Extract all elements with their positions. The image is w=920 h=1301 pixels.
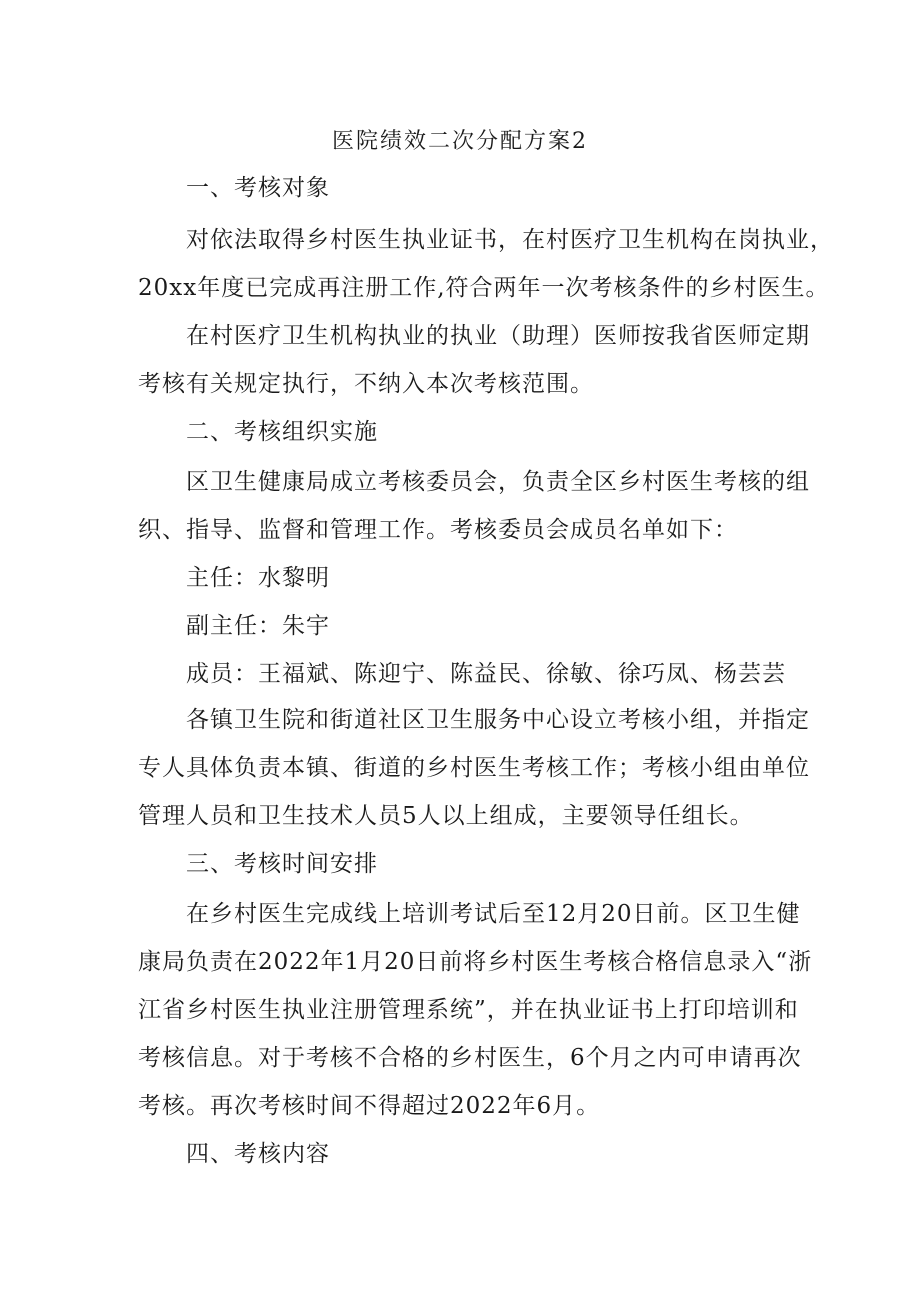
paragraph-line: 对依法取得乡村医生执业证书，在村医疗卫生机构在岗执业，: [186, 227, 834, 253]
paragraph-line: 20xx年度已完成再注册工作,符合两年一次考核条件的乡村医生。: [138, 275, 830, 301]
section-heading-3: 三、考核时间安排: [186, 851, 378, 877]
deputy-director-line: 副主任：朱宇: [186, 613, 330, 639]
members-line: 成员：王福斌、陈迎宁、陈益民、徐敏、徐巧凤、杨芸芸: [186, 661, 786, 687]
paragraph-line: 各镇卫生院和街道社区卫生服务中心设立考核小组，并指定: [186, 707, 810, 733]
paragraph-line: 织、指导、监督和管理工作。考核委员会成员名单如下：: [138, 517, 738, 543]
paragraph-line: 考核有关规定执行，不纳入本次考核范围。: [138, 371, 594, 397]
paragraph-line: 江省乡村医生执业注册管理系统”，并在执业证书上打印培训和: [138, 997, 799, 1023]
section-heading-4: 四、考核内容: [186, 1141, 330, 1167]
document-title: 医院绩效二次分配方案2: [332, 129, 588, 154]
section-heading-1: 一、考核对象: [186, 175, 330, 201]
director-line: 主任：水黎明: [186, 565, 330, 591]
paragraph-line: 管理人员和卫生技术人员5人以上组成，主要领导任组长。: [138, 803, 754, 829]
section-heading-2: 二、考核组织实施: [186, 419, 378, 445]
paragraph-line: 在村医疗卫生机构执业的执业（助理）医师按我省医师定期: [186, 323, 810, 349]
paragraph-line: 区卫生健康局成立考核委员会，负责全区乡村医生考核的组: [186, 469, 810, 495]
paragraph-line: 考核信息。对于考核不合格的乡村医生，6个月之内可申请再次: [138, 1045, 802, 1071]
paragraph-line: 考核。再次考核时间不得超过2022年6月。: [138, 1093, 601, 1119]
paragraph-line: 专人具体负责本镇、街道的乡村医生考核工作；考核小组由单位: [138, 755, 810, 781]
paragraph-line: 在乡村医生完成线上培训考试后至12月20日前。区卫生健: [186, 901, 801, 927]
paragraph-line: 康局负责在2022年1月20日前将乡村医生考核合格信息录入“浙: [138, 949, 813, 975]
